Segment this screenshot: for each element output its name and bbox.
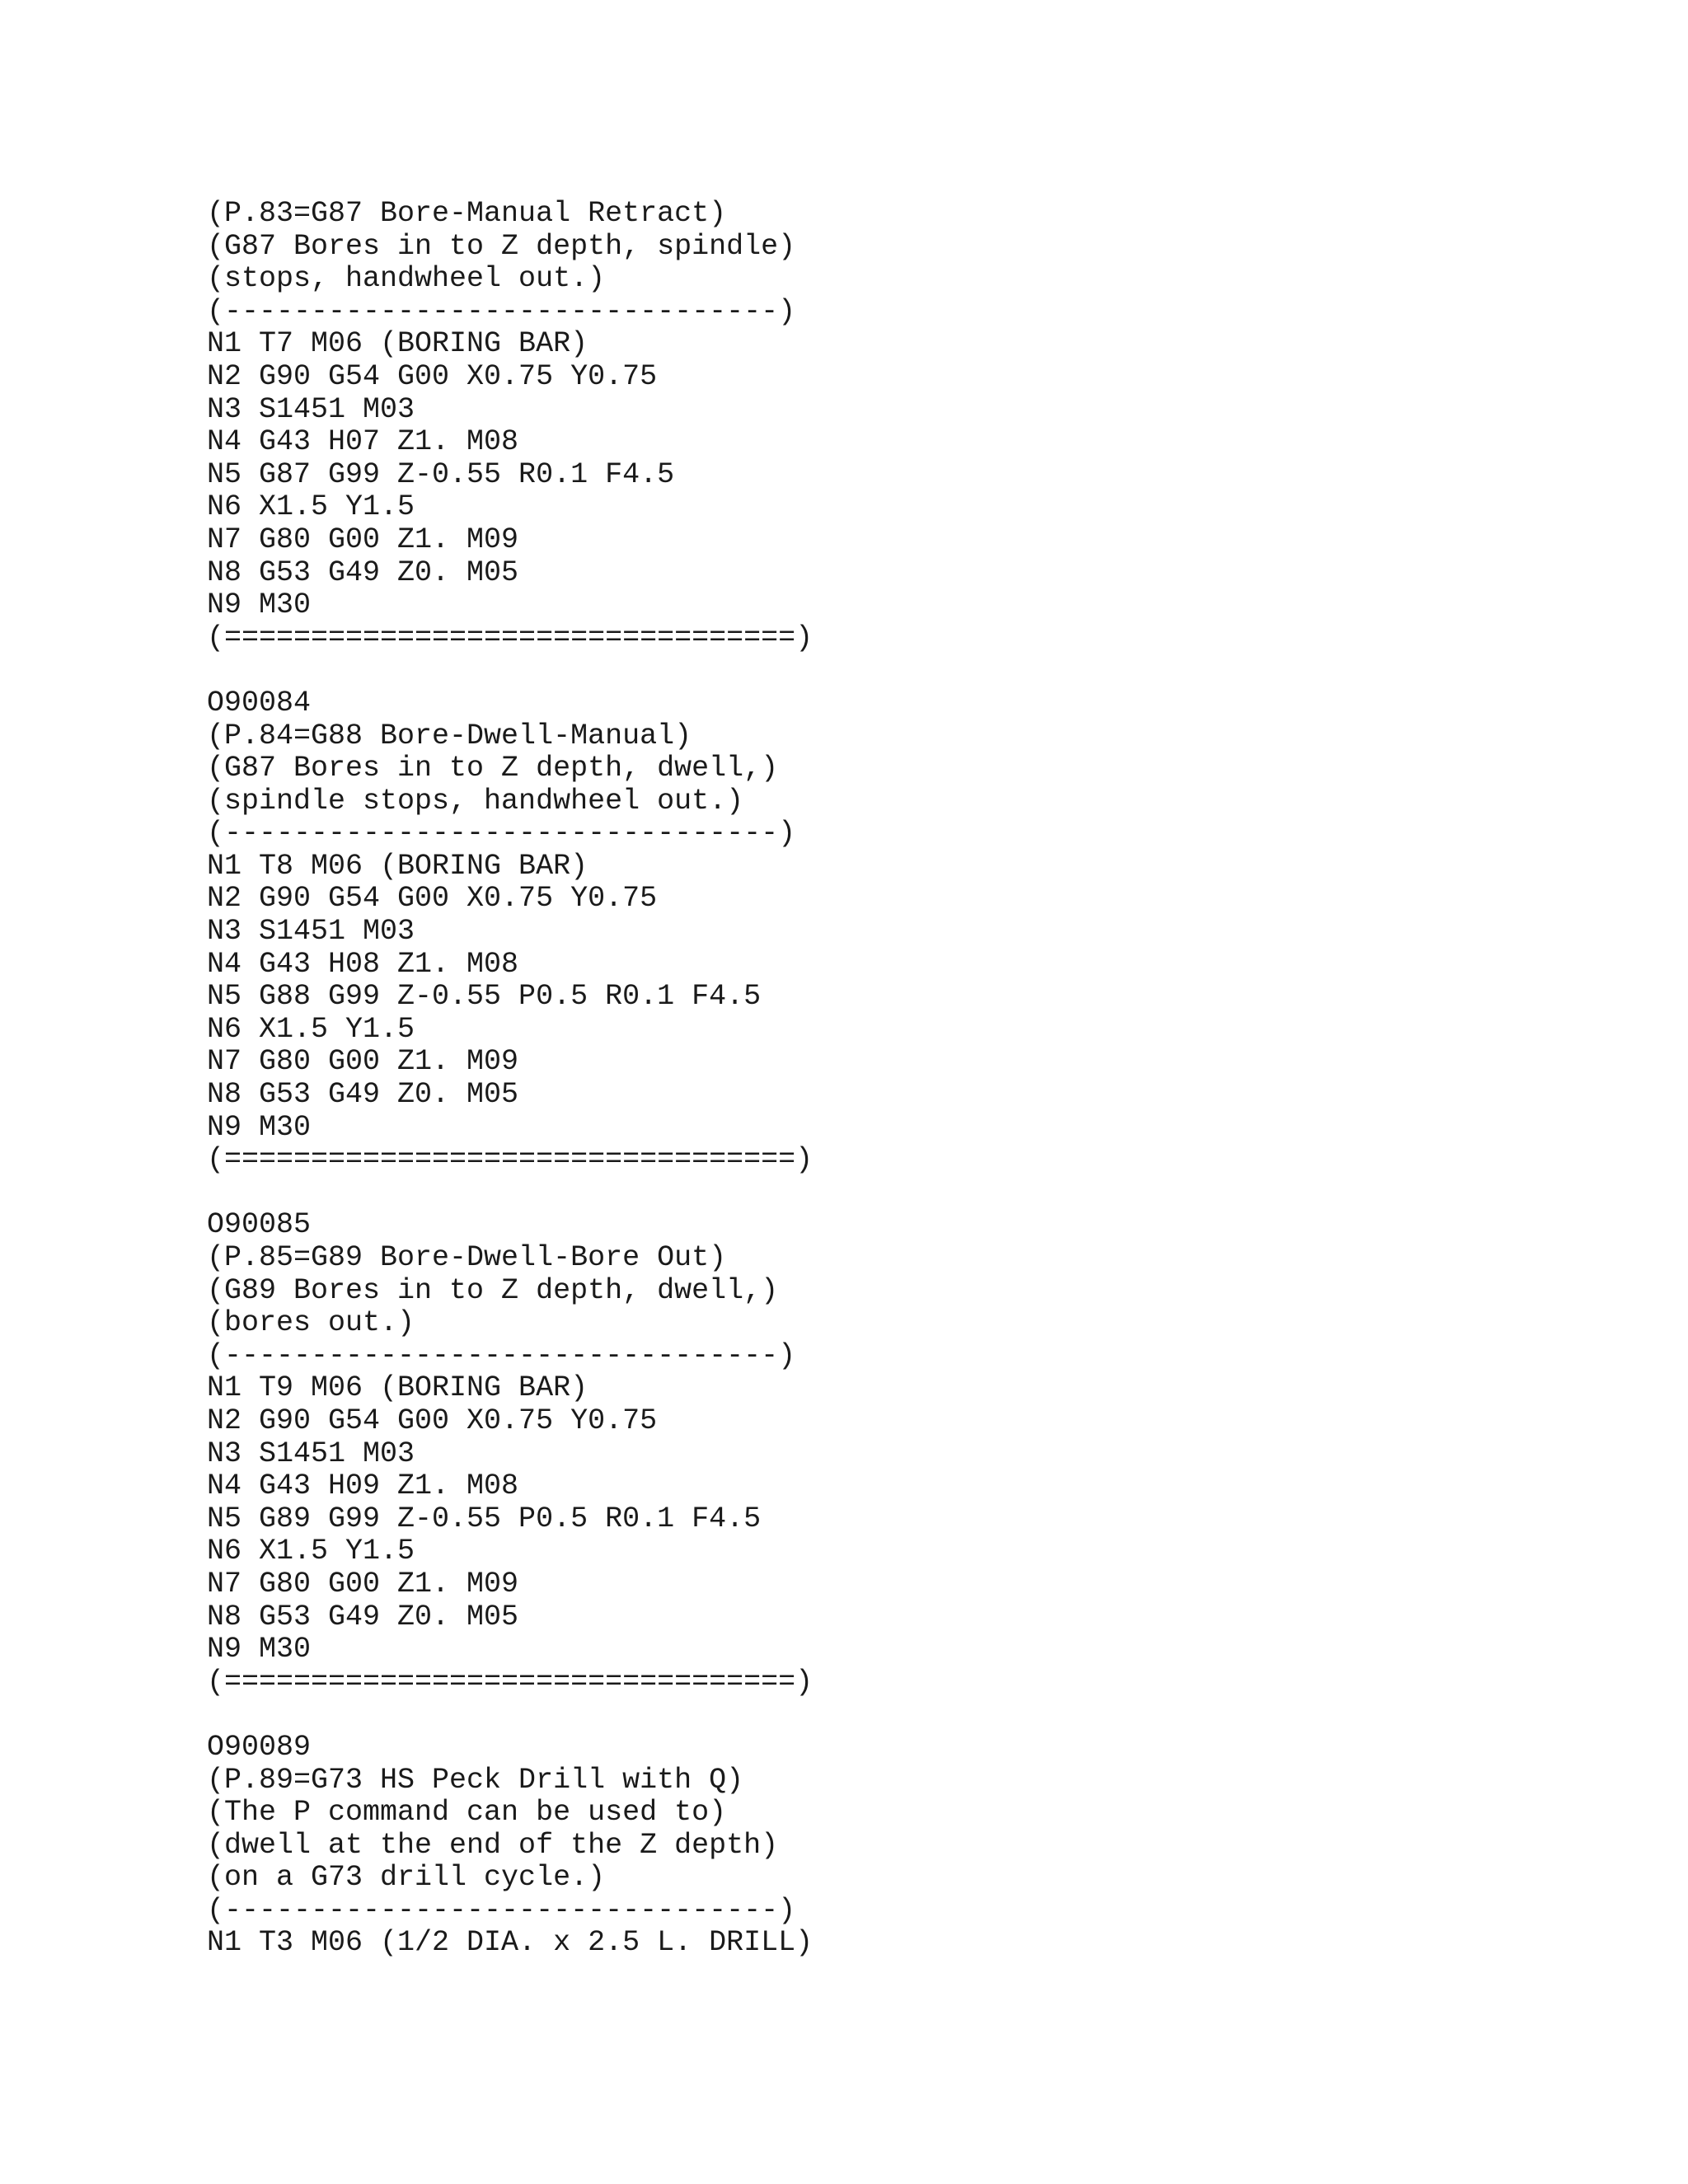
code-line: N5 G87 G99 Z-0.55 R0.1 F4.5 [207,457,675,491]
blank-line [207,1177,813,1210]
code-line: (P.84=G88 Bore-Dwell-Manual) [207,719,692,752]
code-line: N1 T3 M06 (1/2 DIA. x 2.5 L. DRILL) [207,1926,814,1960]
code-line: N5 G89 G99 Z-0.55 P0.5 R0.1 F4.5 [207,1502,762,1535]
code-line: (P.83=G87 Bore-Manual Retract) [207,197,727,230]
code-line: N5 G88 G99 Z-0.55 P0.5 R0.1 F4.5 [207,980,762,1014]
code-line: (G89 Bores in to Z depth, dwell,) [207,1273,779,1307]
code-line: (G87 Bores in to Z depth, spindle) [207,229,796,263]
code-line: (P.89=G73 HS Peck Drill with Q) [207,1763,744,1797]
code-line: N1 T9 M06 (BORING BAR) [207,1371,588,1405]
blank-line [207,1699,813,1732]
code-line: N3 S1451 M03 [207,915,415,949]
code-line: (stops, handwheel out.) [207,262,606,296]
code-line: N4 G43 H08 Z1. M08 [207,947,519,981]
code-line: N6 X1.5 Y1.5 [207,1012,415,1046]
code-line: O90085 [207,1208,312,1242]
code-line: N9 M30 [207,1110,312,1144]
code-line: (=================================) [207,1665,814,1699]
code-line: (G87 Bores in to Z depth, dwell,) [207,752,779,785]
code-line: N9 M30 [207,1633,312,1666]
code-line: N8 G53 G49 Z0. M05 [207,1600,519,1633]
code-line: (=================================) [207,621,814,654]
code-line: N4 G43 H09 Z1. M08 [207,1469,519,1503]
code-line: (P.85=G89 Bore-Dwell-Bore Out) [207,1241,727,1274]
code-line: (--------------------------------) [207,817,796,851]
blank-line [207,654,813,687]
code-line: N3 S1451 M03 [207,392,415,426]
code-line: N9 M30 [207,588,312,622]
code-line: N7 G80 G00 Z1. M09 [207,1045,519,1079]
code-line: N6 X1.5 Y1.5 [207,490,415,524]
gcode-listing [207,198,813,1960]
code-line: N8 G53 G49 Z0. M05 [207,1078,519,1112]
code-line: N6 X1.5 Y1.5 [207,1535,415,1568]
code-line: N2 G90 G54 G00 X0.75 Y0.75 [207,882,658,916]
code-line: (--------------------------------) [207,1338,796,1372]
code-line: N1 T8 M06 (BORING BAR) [207,849,588,883]
code-line: N2 G90 G54 G00 X0.75 Y0.75 [207,359,658,393]
code-line: N8 G53 G49 Z0. M05 [207,555,519,589]
code-line: (on a G73 drill cycle.) [207,1861,606,1895]
code-line: N1 T7 M06 (BORING BAR) [207,327,588,361]
code-line: (dwell at the end of the Z depth) [207,1828,779,1862]
code-line: O90084 [207,686,312,719]
code-line: (spindle stops, handwheel out.) [207,784,744,818]
code-line: (bores out.) [207,1306,415,1340]
code-line: O90089 [207,1730,312,1764]
code-line: N3 S1451 M03 [207,1436,415,1470]
code-line: N7 G80 G00 Z1. M09 [207,1567,519,1601]
code-line: (--------------------------------) [207,1893,796,1927]
code-line: N4 G43 H07 Z1. M08 [207,425,519,459]
code-line: N2 G90 G54 G00 X0.75 Y0.75 [207,1404,658,1437]
code-line: (=================================) [207,1143,814,1177]
code-line: N7 G80 G00 Z1. M09 [207,523,519,556]
code-line: (The P command can be used to) [207,1796,727,1830]
code-line: (--------------------------------) [207,294,796,328]
